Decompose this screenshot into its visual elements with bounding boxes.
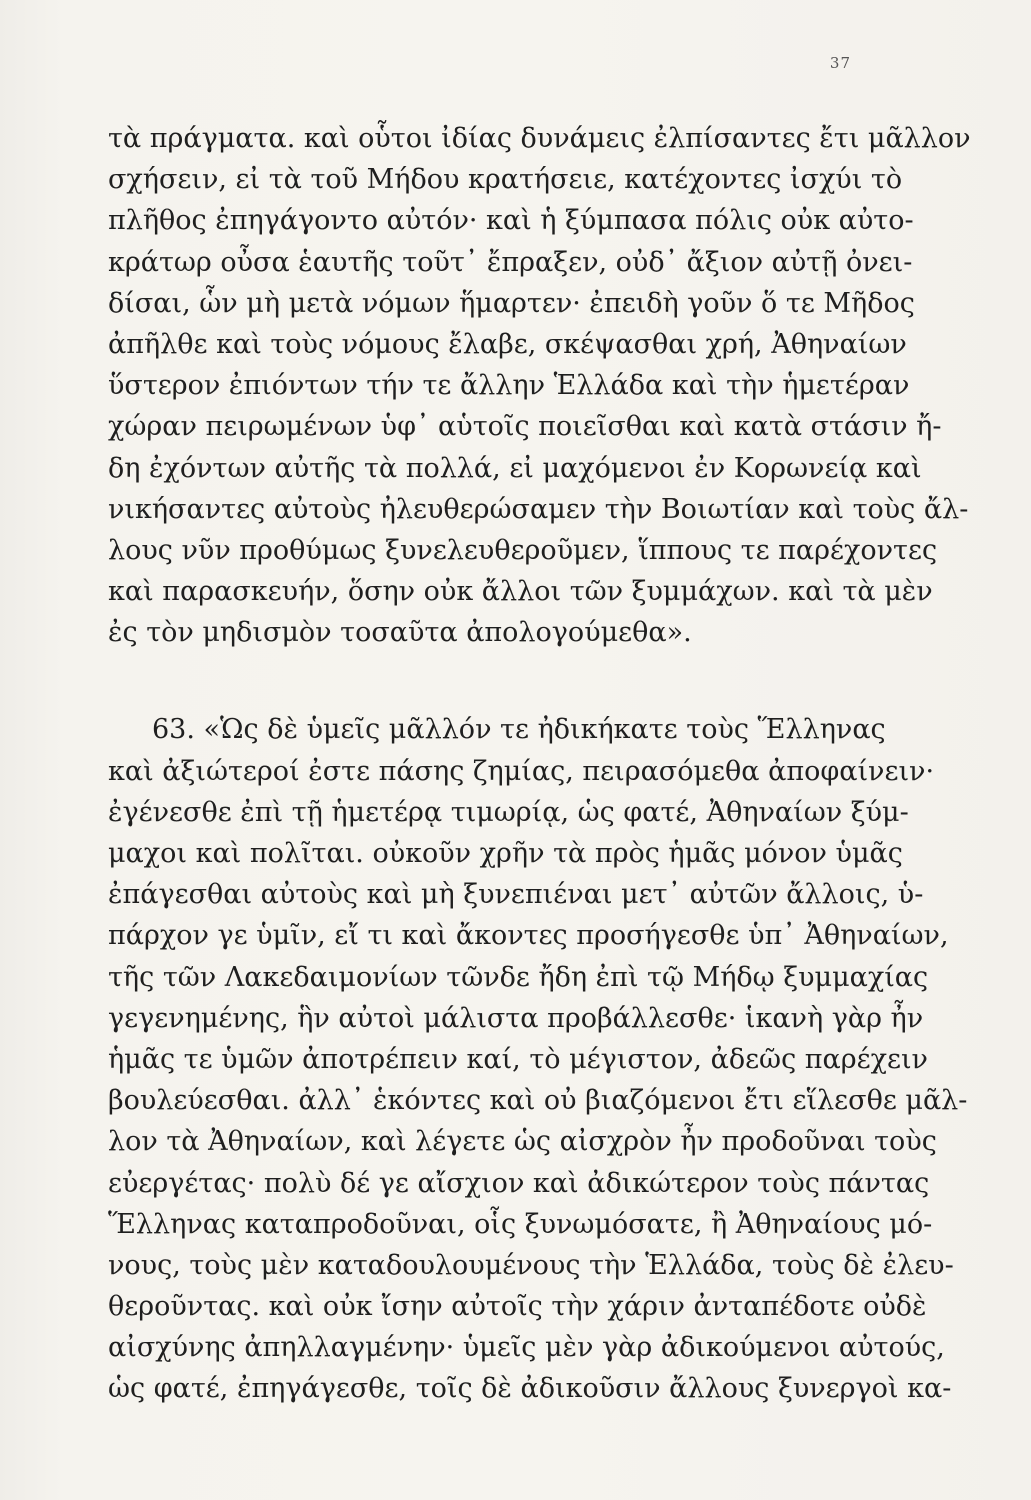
text-line: ὡς φατέ, ἐπηγάγεσθε, τοῖς δὲ ἀδικοῦσιν ἄλλους ξυνεργοὶ κα-	[108, 1373, 952, 1405]
text-line: κράτωρ οὖσα ἑαυτῆς τοῦτ᾽ ἔπραξεν, οὐδ᾽ ἄξιον αὐτῇ ὀνει-	[108, 246, 913, 278]
text-line: καὶ ἀξιώτεροί ἐστε πάσης ζημίας, πειρασόμεθα ἀποφαίνειν·	[108, 755, 935, 787]
text-line: Ἕλληνας καταπροδοῦναι, οἷς ξυνωμόσατε, ἢ Ἀθηναίους μό-	[108, 1208, 933, 1240]
text-line: νους, τοὺς μὲν καταδουλουμένους τὴν Ἑλλάδα, τοὺς δὲ ἐλευ-	[108, 1249, 954, 1281]
text-line: ἐγένεσθε ἐπὶ τῇ ἡμετέρᾳ τιμωρίᾳ, ὡς φατέ, Ἀθηναίων ξύμ-	[108, 796, 909, 828]
text-line: πλῆθος ἐπηγάγοντο αὐτόν· καὶ ἡ ξύμπασα πόλις οὐκ αὐτο-	[108, 205, 914, 237]
text-line: ὕστερον ἐπιόντων τήν τε ἄλλην Ἑλλάδα καὶ τὴν ἡμετέραν	[108, 370, 910, 402]
text-line: ἡμᾶς τε ὑμῶν ἀποτρέπειν καί, τὸ μέγιστον, ἀδεῶς παρέχειν	[108, 1043, 928, 1075]
text-line: λους νῦν προθύμως ξυνελευθεροῦμεν, ἵππους τε παρέχοντες	[108, 534, 938, 566]
text-block	[108, 118, 971, 1410]
text-line: εὐεργέτας· πολὺ δέ γε αἴσχιον καὶ ἀδικώτερον τοὺς πάντας	[108, 1167, 930, 1199]
text-line: ἀπῆλθε καὶ τοὺς νόμους ἔλαβε, σκέψασθαι χρή, Ἀθηναίων	[108, 328, 907, 360]
text-line: σχήσειν, εἰ τὰ τοῦ Μήδου κρατήσειε, κατέχοντες ἰσχύι τὸ	[108, 164, 903, 196]
paragraph-1	[108, 118, 971, 653]
paragraph-63	[108, 709, 968, 1409]
text-line: καὶ παρασκευήν, ὅσην οὐκ ἄλλοι τῶν ξυμμάχων. καὶ τὰ μὲν	[108, 576, 933, 608]
page-number: 37	[829, 54, 851, 72]
text-line: πάρχον γε ὑμῖν, εἴ τι καὶ ἄκοντες προσήγεσθε ὑπ᾽ Ἀθηναίων,	[108, 920, 949, 952]
text-line: μαχοι καὶ πολῖται. οὐκοῦν χρῆν τὰ πρὸς ἡμᾶς μόνον ὑμᾶς	[108, 838, 903, 869]
text-line: θεροῦντας. καὶ οὐκ ἴσην αὐτοῖς τὴν χάριν ἀνταπέδοτε οὐδὲ	[108, 1291, 927, 1323]
text-line: δη ἐχόντων αὐτῆς τὰ πολλά, εἰ μαχόμενοι ἐν Κορωνείᾳ καὶ	[108, 452, 922, 484]
text-line: γεγενημένης, ἣν αὐτοὶ μάλιστα προβάλλεσθε· ἱκανὴ γὰρ ἦν	[108, 1002, 924, 1034]
text-line: λον τὰ Ἀθηναίων, καὶ λέγετε ὡς αἰσχρὸν ἦν προδοῦναι τοὺς	[108, 1126, 937, 1158]
text-line: 63. «Ὡς δὲ ὑμεῖς μᾶλλόν τε ἠδικήκατε τοὺς Ἕλληνας	[152, 714, 886, 746]
text-line: τὰ πράγματα. καὶ οὗτοι ἰδίας δυνάμεις ἐλπίσαντες ἔτι μᾶλλον	[108, 123, 971, 154]
text-line: ἐς τὸν μηδισμὸν τοσαῦτα ἀπολογούμεθα».	[108, 617, 692, 649]
text-line: τῆς τῶν Λακεδαιμονίων τῶνδε ἤδη ἐπὶ τῷ Μήδῳ ξυμμαχίας	[108, 961, 929, 993]
text-line: χώραν πειρωμένων ὑφ᾽ αὑτοῖς ποιεῖσθαι καὶ κατὰ στάσιν ἤ-	[108, 411, 942, 443]
text-line: ἐπάγεσθαι αὐτοὺς καὶ μὴ ξυνεπιέναι μετ᾽ αὐτῶν ἄλλοις, ὑ-	[108, 879, 924, 911]
text-line: δίσαι, ὧν μὴ μετὰ νόμων ἥμαρτεν· ἐπειδὴ γοῦν ὅ τε Μῆδος	[108, 287, 915, 319]
text-line: αἰσχύνης ἀπηλλαγμένην· ὑμεῖς μὲν γὰρ ἀδικούμενοι αὐτούς,	[108, 1332, 945, 1364]
paragraph-gap	[108, 653, 870, 709]
text-line: νικήσαντες αὐτοὺς ἠλευθερώσαμεν τὴν Βοιωτίαν καὶ τοὺς ἄλ-	[108, 493, 969, 525]
text-line: βουλεύεσθαι. ἀλλ᾽ ἑκόντες καὶ οὐ βιαζόμενοι ἔτι εἵλεσθε μᾶλ-	[108, 1085, 968, 1117]
